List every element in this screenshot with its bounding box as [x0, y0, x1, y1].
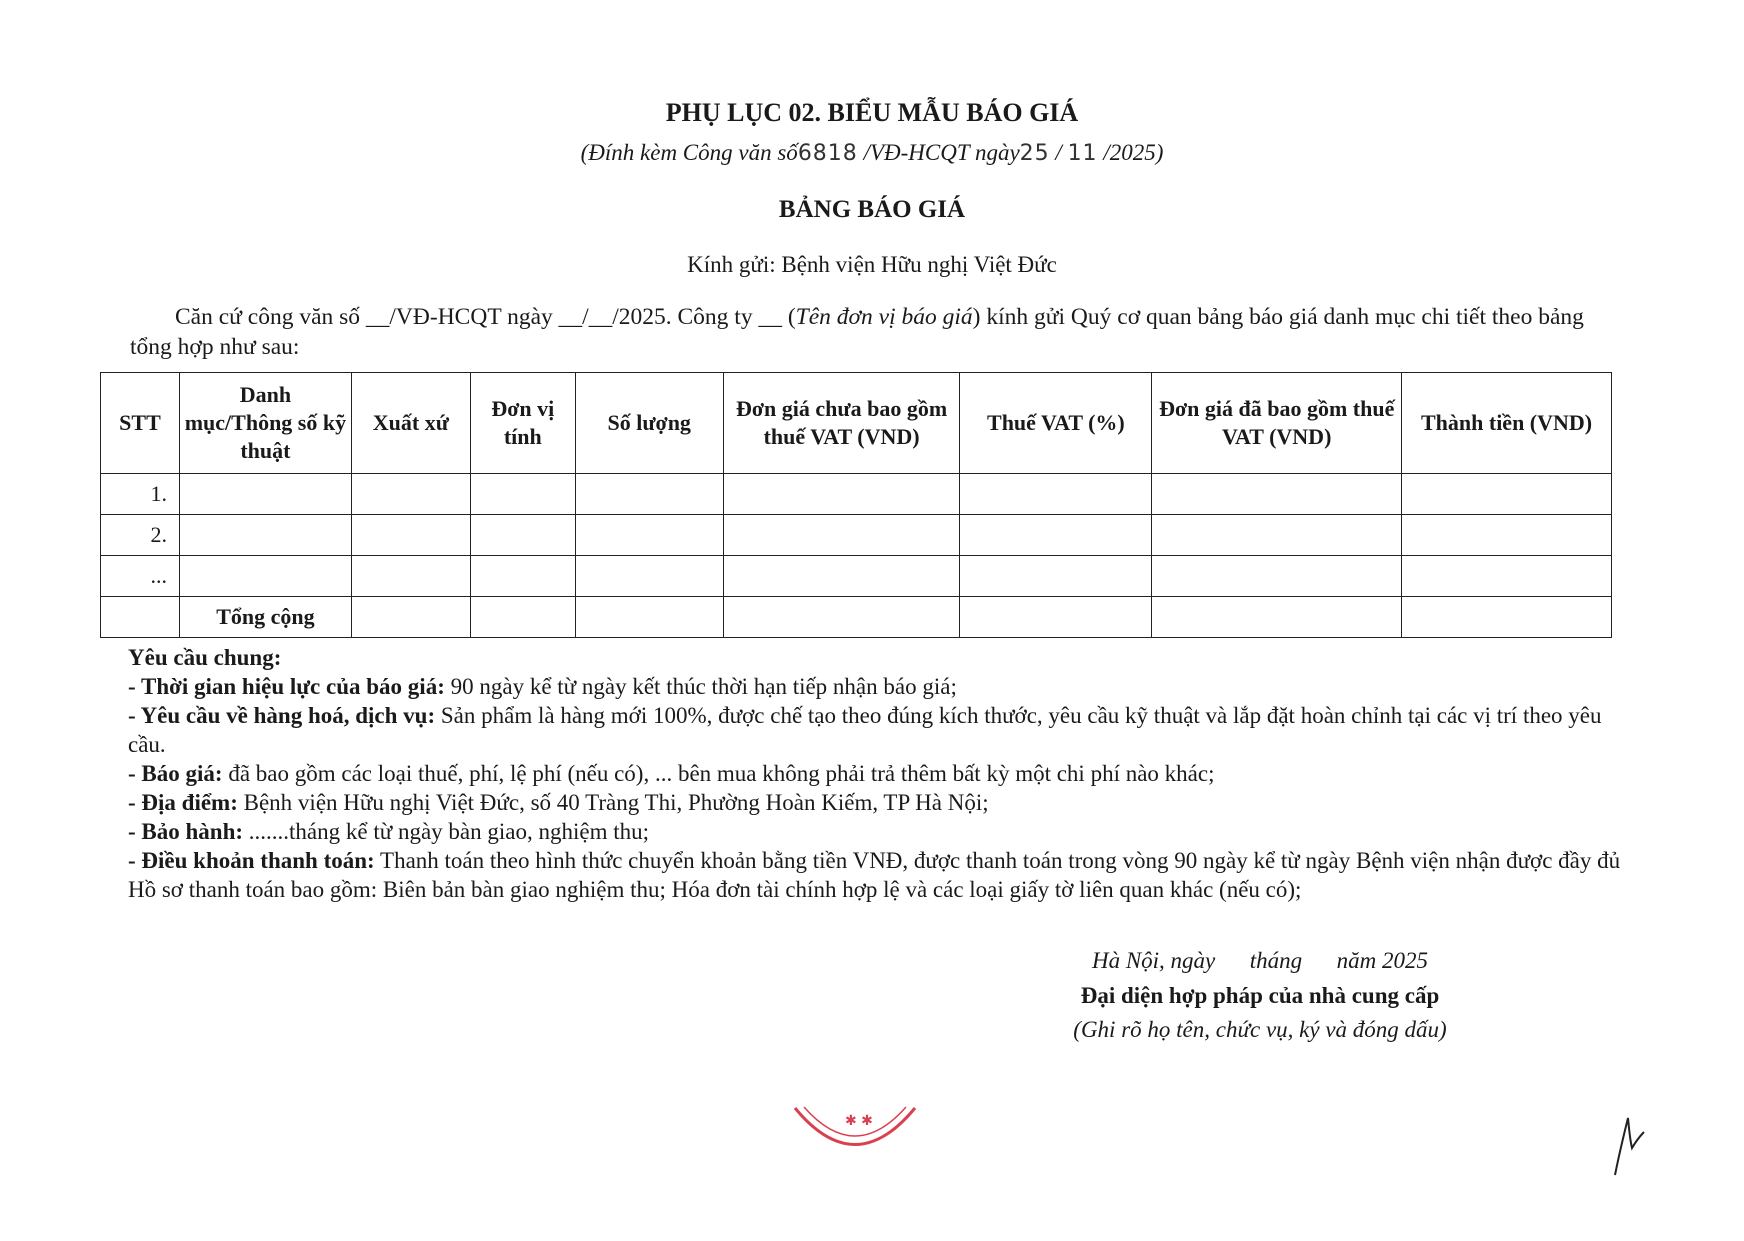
- requirement-label: - Yêu cầu về hàng hoá, dịch vụ:: [128, 703, 436, 728]
- row-stt: 1.: [101, 474, 180, 515]
- red-stamp-icon: [790, 1103, 920, 1163]
- requirement-item: [128, 672, 1628, 701]
- requirement-item: [128, 788, 1628, 817]
- intro-text-1: Căn cứ công văn số __/VĐ-HCQT ngày __/__/2025. Công ty __ (: [175, 304, 796, 330]
- requirement-text: Thanh toán theo hình thức chuyển khoản bằng tiền VNĐ, được thanh toán trong vòng 90 ngày kể từ ngày Bệnh viện nhận được đầy đủ Hồ sơ thanh toán bao gồm: Biên bản bàn giao nghiệm thu; Hóa đơn tài chính hợp lệ và các loại giấy tờ liên quan khác (nếu có);: [128, 848, 1621, 902]
- table-row: [101, 515, 1612, 556]
- cell-vat[interactable]: [960, 556, 1152, 597]
- requirement-text: 90 ngày kể từ ngày kết thúc thời hạn tiếp nhận báo giá;: [444, 674, 957, 699]
- row-stt: 2.: [101, 515, 180, 556]
- svg-text:✱ ✱: ✱ ✱: [845, 1113, 873, 1129]
- requirement-item: [128, 817, 1628, 846]
- cell-price-excl[interactable]: [723, 556, 960, 597]
- requirement-label: - Thời gian hiệu lực của báo giá:: [128, 674, 445, 699]
- total-unit: [470, 597, 575, 638]
- cell-quantity[interactable]: [575, 556, 723, 597]
- signature-place-date: Hà Nội, ngày tháng năm 2025: [1091, 948, 1429, 973]
- total-price-excl: [723, 597, 960, 638]
- cell-price-excl[interactable]: [723, 474, 960, 515]
- cell-unit[interactable]: [470, 515, 575, 556]
- header-unit-price-incl-vat: Đơn giá đã bao gồm thuế VAT (VND): [1152, 373, 1402, 474]
- cell-price-incl[interactable]: [1152, 474, 1402, 515]
- header-quantity: Số lượng: [575, 373, 723, 474]
- total-label: Tổng cộng: [179, 597, 351, 638]
- addressee: Kính gửi: Bệnh viện Hữu nghị Việt Đức: [687, 252, 1057, 277]
- requirement-label: - Điều khoản thanh toán:: [128, 848, 375, 873]
- signature-note: (Ghi rõ họ tên, chức vụ, ký và đóng dấu): [1073, 1017, 1447, 1042]
- requirement-label: - Bảo hành:: [128, 819, 244, 844]
- total-stt: [101, 597, 180, 638]
- cell-item[interactable]: [179, 474, 351, 515]
- subtitle-suffix: /2025): [1097, 140, 1164, 165]
- header-unit: Đơn vị tính: [470, 373, 575, 474]
- cell-price-incl[interactable]: [1152, 515, 1402, 556]
- subtitle: [0, 140, 1744, 166]
- requirement-label: - Báo giá:: [128, 761, 223, 786]
- requirement-item: [128, 759, 1628, 788]
- doc-number-handwritten: 6818: [797, 141, 858, 166]
- header-amount: Thành tiền (VND): [1402, 373, 1612, 474]
- cell-origin[interactable]: [351, 474, 470, 515]
- requirement-item: [128, 701, 1628, 759]
- header-vat: Thuế VAT (%): [960, 373, 1152, 474]
- page-title: PHỤ LỤC 02. BIỂU MẪU BÁO GIÁ: [665, 98, 1079, 127]
- cell-item[interactable]: [179, 556, 351, 597]
- header-item-spec: Danh mục/Thông số kỹ thuật: [179, 373, 351, 474]
- requirement-text: đã bao gồm các loại thuế, phí, lệ phí (nếu có), ... bên mua không phải trả thêm bất kỳ một chi phí nào khác;: [222, 761, 1215, 786]
- header-stt: STT: [101, 373, 180, 474]
- requirement-item: [128, 846, 1628, 904]
- signature-mark-icon: [1610, 1110, 1650, 1180]
- cell-amount[interactable]: [1402, 556, 1612, 597]
- total-amount[interactable]: [1402, 597, 1612, 638]
- intro-paragraph: [130, 302, 1610, 362]
- header-unit-price-excl-vat: Đơn giá chưa bao gồm thuế VAT (VND): [723, 373, 960, 474]
- requirement-text: .......tháng kể từ ngày bàn giao, nghiệm thu;: [243, 819, 649, 844]
- date-month-handwritten: 11: [1067, 141, 1098, 166]
- total-origin: [351, 597, 470, 638]
- total-price-incl: [1152, 597, 1402, 638]
- quotation-table: [100, 372, 1612, 638]
- intro-italic: Tên đơn vị báo giá: [795, 304, 973, 330]
- date-separator: /: [1049, 140, 1068, 165]
- cell-price-incl[interactable]: [1152, 556, 1402, 597]
- cell-origin[interactable]: [351, 556, 470, 597]
- cell-price-excl[interactable]: [723, 515, 960, 556]
- cell-amount[interactable]: [1402, 515, 1612, 556]
- requirement-text: Sản phẩm là hàng mới 100%, được chế tạo theo đúng kích thước, yêu cầu kỹ thuật và lắp đặt hoàn chỉnh tại các vị trí theo yêu cầu.: [128, 703, 1602, 757]
- intro-text-2: ) kính gửi Quý cơ quan bảng báo giá danh mục chi tiết theo bảng tổng hợp như sau:: [130, 304, 1584, 360]
- requirement-text: Bệnh viện Hữu nghị Việt Đức, số 40 Tràng Thi, Phường Hoàn Kiếm, TP Hà Nội;: [237, 790, 989, 815]
- cell-unit[interactable]: [470, 556, 575, 597]
- cell-amount[interactable]: [1402, 474, 1612, 515]
- cell-quantity[interactable]: [575, 474, 723, 515]
- section-heading: BẢNG BÁO GIÁ: [778, 196, 966, 223]
- requirement-label: - Địa điểm:: [128, 790, 238, 815]
- date-day-handwritten: 25: [1019, 141, 1050, 166]
- cell-vat[interactable]: [960, 474, 1152, 515]
- table-row: [101, 474, 1612, 515]
- total-vat: [960, 597, 1152, 638]
- general-requirements: [128, 643, 1628, 904]
- table-header-row: [101, 373, 1612, 474]
- table-total-row: [101, 597, 1612, 638]
- requirements-title: Yêu cầu chung:: [128, 645, 282, 670]
- subtitle-prefix: (Đính kèm Công văn số: [580, 140, 798, 165]
- subtitle-mid: /VĐ-HCQT ngày: [857, 140, 1020, 165]
- header-origin: Xuất xứ: [351, 373, 470, 474]
- cell-vat[interactable]: [960, 515, 1152, 556]
- cell-origin[interactable]: [351, 515, 470, 556]
- table-row: [101, 556, 1612, 597]
- cell-item[interactable]: [179, 515, 351, 556]
- row-stt: ...: [101, 556, 180, 597]
- cell-quantity[interactable]: [575, 515, 723, 556]
- cell-unit[interactable]: [470, 474, 575, 515]
- signature-role: Đại diện hợp pháp của nhà cung cấp: [1080, 983, 1440, 1008]
- total-quantity[interactable]: [575, 597, 723, 638]
